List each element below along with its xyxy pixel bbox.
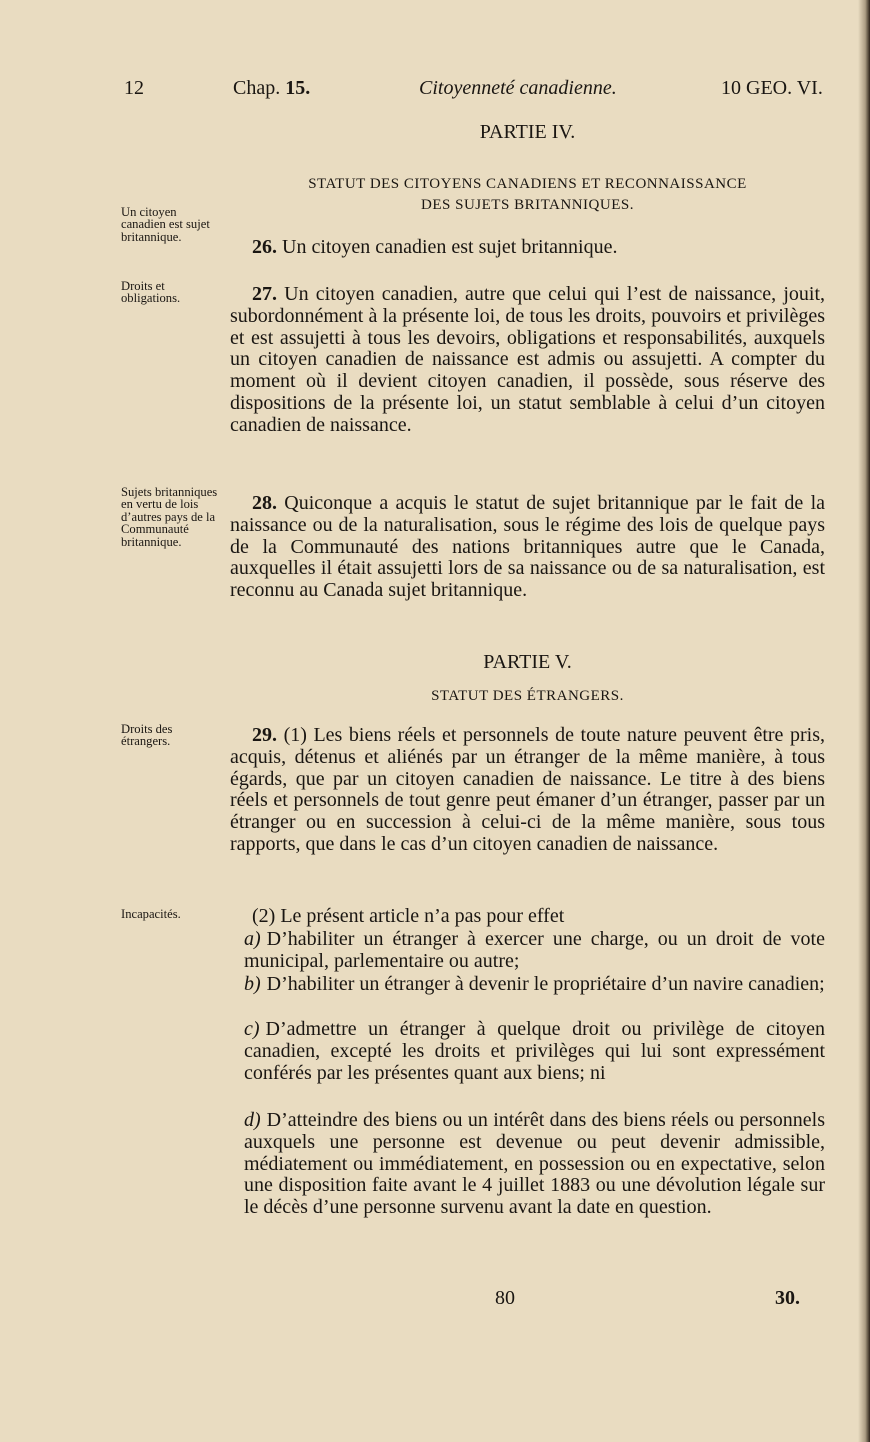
section-29-number: 29. <box>252 724 277 746</box>
part-4-subheading-line2: DES SUJETS BRITANNIQUES. <box>421 197 634 213</box>
margin-note-29: Droits des étrangers. <box>121 722 173 749</box>
section-27-number: 27. <box>252 283 277 305</box>
list-item-c-text: D’admettre un étranger à quelque droit ou privilège de citoyen canadien, excepté les droits et privilèges qui lui sont expressément conférés par les présentes quant aux biens; ni <box>244 1018 825 1084</box>
margin-note-incapacites: Incapacités. <box>121 907 181 921</box>
header-title: Citoyenneté canadienne. <box>419 77 617 99</box>
header-chapter <box>233 76 310 100</box>
section-29-subsection-1 <box>230 725 825 856</box>
section-28 <box>230 493 825 602</box>
margin-note-27: Droits et obligations. <box>121 279 181 306</box>
section-27 <box>230 284 825 437</box>
list-item-d-text: D’atteindre des biens ou un intérêt dans des biens réels ou personnels auxquels une personne est devenue ou peut devenir admissible, médiatement ou immédiatement, en possession ou en expectative, selon une disposition faite avant le 4 juillet 1883 ou une dévolution légale sur le décès d’une personne survenu avant la date en question. <box>244 1109 825 1219</box>
section-26-text: Un citoyen canadien est sujet britannique. <box>282 236 618 258</box>
list-item-b <box>244 974 825 996</box>
header-chapter-number: 15. <box>285 77 311 99</box>
list-item-d <box>244 1110 825 1219</box>
part-5-heading: PARTIE V. <box>483 651 572 673</box>
section-26 <box>230 237 825 259</box>
page-edge-shadow <box>858 0 870 1442</box>
list-item-a-text: D’habiliter un étranger à exercer une charge, ou un droit de vote municipal, parlementaire ou autre; <box>244 928 825 972</box>
list-item-a <box>244 929 825 973</box>
part-4-subheading-line1: STATUT DES CITOYENS CANADIENS ET RECONNAISSANCE <box>308 176 747 192</box>
list-item-b-label: b) <box>244 973 261 995</box>
header-chapter-label: Chap. <box>233 77 281 99</box>
margin-note-28: Sujets britanniques en vertu de lois d’autres pays de la Communauté britannique. <box>121 485 218 549</box>
footer-page-number: 80 <box>495 1287 515 1309</box>
list-item-d-label: d) <box>244 1109 261 1131</box>
part-5-subheading: STATUT DES ÉTRANGERS. <box>431 688 624 704</box>
header-regnal-year: 10 GEO. VI. <box>721 77 823 99</box>
header-page-number: 12 <box>124 77 144 99</box>
section-28-text: Quiconque a acquis le statut de sujet britannique par le fait de la naissance ou de la naturalisation, sous le régime des lois de quelque pays de la Communauté des nations britanniques autre que le Canada, auxquelles il était assujetti lors de sa naissance ou de sa naturalisation, est reconnu au Canada sujet britannique. <box>230 492 825 602</box>
section-29-p1-text: (1) Les biens réels et personnels de toute nature peuvent être pris, acquis, détenus et aliénés par un étranger de la même manière, à tous égards, que par un citoyen canadien de naissance. Le titre à des biens réels et personnels de tout genre peut émaner d’un étranger, passer par un étranger ou en succession à celui-ci de la même manière, sous tous rapports, que dans le cas d’un citoyen canadien de naissance. <box>230 724 825 855</box>
margin-note-26: Un citoyen canadien est sujet britannique. <box>121 205 210 244</box>
section-28-number: 28. <box>252 492 277 514</box>
list-item-b-text: D’habiliter un étranger à devenir le propriétaire d’un navire canadien; <box>266 973 825 995</box>
footer-signature-mark: 30. <box>775 1287 800 1309</box>
section-26-number: 26. <box>252 236 277 258</box>
list-item-c-label: c) <box>244 1018 260 1040</box>
list-item-a-label: a) <box>244 928 261 950</box>
section-29-subsection-2: (2) Le présent article n’a pas pour effet <box>252 905 565 927</box>
section-27-text: Un citoyen canadien, autre que celui qui l’est de naissance, jouit, subordonnément à la présente loi, de tous les droits, pouvoirs et privilèges et est assujetti à tous les devoirs, obligations et responsabilités, auxquels un citoyen canadien de naissance est admis ou assujetti. A compter du moment où il devient citoyen canadien, il possède, sous réserve des dispositions de la présente loi, un statut semblable à celui d’un citoyen canadien de naissance. <box>230 283 826 436</box>
list-item-c <box>244 1019 825 1084</box>
part-4-heading: PARTIE IV. <box>479 121 576 143</box>
